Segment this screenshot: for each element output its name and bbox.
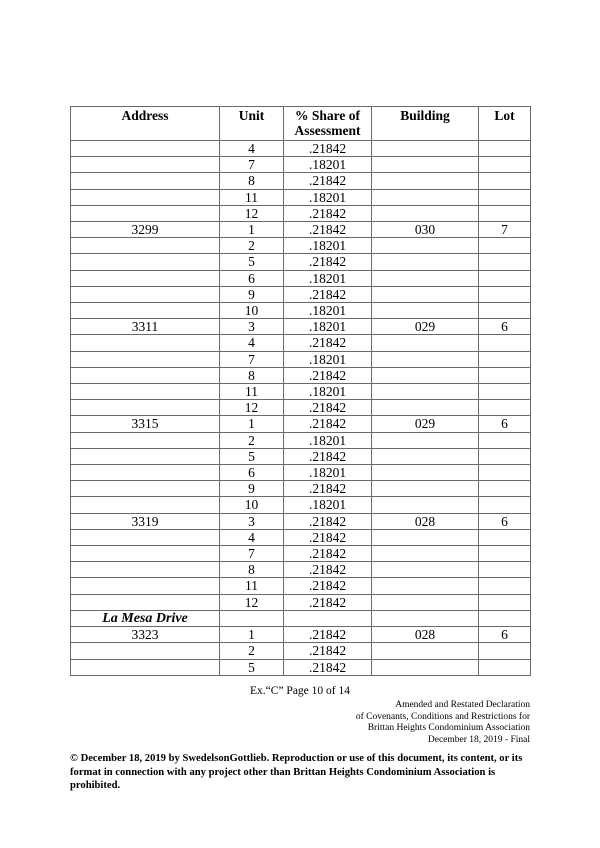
address-cell: 3323 xyxy=(71,627,220,643)
address-cell: 3315 xyxy=(71,416,220,432)
unit-cell: 9 xyxy=(220,286,284,302)
table-row xyxy=(71,416,531,432)
address-cell xyxy=(71,238,220,254)
share-cell: .18201 xyxy=(284,497,372,513)
share-cell: .21842 xyxy=(284,141,372,157)
unit-cell: 6 xyxy=(220,270,284,286)
lot-cell: 6 xyxy=(479,513,531,529)
address-cell xyxy=(71,432,220,448)
building-cell: 030 xyxy=(372,222,479,238)
lot-cell xyxy=(479,351,531,367)
table-body xyxy=(71,141,531,676)
building-cell xyxy=(372,157,479,173)
building-cell xyxy=(372,594,479,610)
building-cell xyxy=(372,270,479,286)
building-cell xyxy=(372,335,479,351)
lot-cell xyxy=(479,432,531,448)
table-row xyxy=(71,238,531,254)
address-cell xyxy=(71,546,220,562)
building-cell xyxy=(372,448,479,464)
share-cell: .21842 xyxy=(284,481,372,497)
table-row xyxy=(71,254,531,270)
building-cell: 028 xyxy=(372,627,479,643)
lot-cell xyxy=(479,659,531,675)
share-cell: .21842 xyxy=(284,335,372,351)
share-cell: .21842 xyxy=(284,627,372,643)
unit-cell: 2 xyxy=(220,643,284,659)
table-row xyxy=(71,465,531,481)
declaration-line: of Covenants, Conditions and Restrictions for xyxy=(355,711,530,722)
table-row xyxy=(71,546,531,562)
unit-cell: 4 xyxy=(220,529,284,545)
table-header-row xyxy=(71,107,531,141)
unit-cell: 11 xyxy=(220,384,284,400)
lot-cell xyxy=(479,384,531,400)
share-cell: .21842 xyxy=(284,546,372,562)
share-cell: .18201 xyxy=(284,270,372,286)
share-cell: .18201 xyxy=(284,432,372,448)
share-cell: .18201 xyxy=(284,238,372,254)
unit-cell: 7 xyxy=(220,546,284,562)
unit-cell: 5 xyxy=(220,254,284,270)
table-row xyxy=(71,222,531,238)
lot-cell: 6 xyxy=(479,627,531,643)
header-building: Building xyxy=(372,107,479,141)
building-cell xyxy=(372,465,479,481)
table-row xyxy=(71,529,531,545)
table-row xyxy=(71,270,531,286)
unit-cell: 11 xyxy=(220,578,284,594)
table-row xyxy=(71,578,531,594)
address-cell xyxy=(71,189,220,205)
building-cell xyxy=(372,351,479,367)
share-cell: .21842 xyxy=(284,578,372,594)
lot-cell xyxy=(479,367,531,383)
table-row xyxy=(71,562,531,578)
lot-cell xyxy=(479,189,531,205)
share-cell: .21842 xyxy=(284,594,372,610)
table-row xyxy=(71,448,531,464)
unit-cell: 3 xyxy=(220,513,284,529)
table-row xyxy=(71,400,531,416)
table-row xyxy=(71,594,531,610)
unit-cell: 9 xyxy=(220,481,284,497)
building-cell xyxy=(372,529,479,545)
lot-cell xyxy=(479,448,531,464)
lot-cell xyxy=(479,578,531,594)
table-row xyxy=(71,497,531,513)
building-cell xyxy=(372,643,479,659)
unit-cell: 8 xyxy=(220,562,284,578)
empty-cell xyxy=(284,610,372,626)
address-cell xyxy=(71,578,220,594)
table-row xyxy=(71,627,531,643)
share-cell: .21842 xyxy=(284,254,372,270)
lot-cell xyxy=(479,141,531,157)
address-cell xyxy=(71,481,220,497)
empty-cell xyxy=(479,610,531,626)
unit-cell: 10 xyxy=(220,303,284,319)
unit-cell: 1 xyxy=(220,416,284,432)
page-number: Ex.“C” Page 10 of 14 xyxy=(250,685,350,697)
table-row xyxy=(71,286,531,302)
lot-cell xyxy=(479,270,531,286)
share-cell: .18201 xyxy=(284,319,372,335)
building-cell xyxy=(372,173,479,189)
building-cell xyxy=(372,497,479,513)
unit-cell: 6 xyxy=(220,465,284,481)
address-cell xyxy=(71,384,220,400)
address-cell: 3299 xyxy=(71,222,220,238)
declaration-line: Brittan Heights Condominium Association xyxy=(367,723,530,734)
assessment-table xyxy=(70,106,531,676)
share-cell: .21842 xyxy=(284,659,372,675)
building-cell xyxy=(372,367,479,383)
address-cell xyxy=(71,594,220,610)
share-cell: .21842 xyxy=(284,448,372,464)
table-row xyxy=(71,367,531,383)
building-cell xyxy=(372,659,479,675)
lot-cell: 7 xyxy=(479,222,531,238)
declaration-line: Amended and Restated Declaration xyxy=(395,700,530,710)
address-cell xyxy=(71,497,220,513)
address-cell xyxy=(71,643,220,659)
table-row xyxy=(71,384,531,400)
share-cell: .21842 xyxy=(284,416,372,432)
copyright-notice: © December 18, 2019 by SwedelsonGottlieb. Reproduction or use of this document, its content, or its format in connection with any project other than Brittan Heights Condominium Association is prohibited. xyxy=(70,753,523,791)
address-cell: 3319 xyxy=(71,513,220,529)
share-cell: .21842 xyxy=(284,173,372,189)
header-address: Address xyxy=(71,107,220,141)
address-cell xyxy=(71,400,220,416)
lot-cell xyxy=(479,594,531,610)
address-cell xyxy=(71,529,220,545)
lot-cell: 6 xyxy=(479,416,531,432)
share-cell: .21842 xyxy=(284,205,372,221)
building-cell xyxy=(372,205,479,221)
unit-cell: 1 xyxy=(220,222,284,238)
table-row xyxy=(71,205,531,221)
address-cell xyxy=(71,465,220,481)
building-cell xyxy=(372,578,479,594)
header-share: % Share of Assessment xyxy=(284,107,372,141)
lot-cell xyxy=(479,400,531,416)
table-row xyxy=(71,335,531,351)
header-unit: Unit xyxy=(220,107,284,141)
address-cell xyxy=(71,335,220,351)
lot-cell: 6 xyxy=(479,319,531,335)
lot-cell xyxy=(479,529,531,545)
share-cell: .18201 xyxy=(284,384,372,400)
unit-cell: 12 xyxy=(220,400,284,416)
share-cell: .21842 xyxy=(284,513,372,529)
lot-cell xyxy=(479,173,531,189)
share-cell: .21842 xyxy=(284,222,372,238)
building-cell: 029 xyxy=(372,319,479,335)
address-cell xyxy=(71,659,220,675)
lot-cell xyxy=(479,497,531,513)
address-cell xyxy=(71,286,220,302)
lot-cell xyxy=(479,157,531,173)
table-row xyxy=(71,481,531,497)
unit-cell: 2 xyxy=(220,238,284,254)
building-cell xyxy=(372,286,479,302)
lot-cell xyxy=(479,562,531,578)
unit-cell: 12 xyxy=(220,594,284,610)
address-cell xyxy=(71,367,220,383)
lot-cell xyxy=(479,254,531,270)
lot-cell xyxy=(479,286,531,302)
building-cell xyxy=(372,238,479,254)
building-cell xyxy=(372,254,479,270)
table-row xyxy=(71,157,531,173)
section-heading: La Mesa Drive xyxy=(71,610,220,626)
unit-cell: 4 xyxy=(220,141,284,157)
table-row xyxy=(71,303,531,319)
address-cell xyxy=(71,351,220,367)
unit-cell: 8 xyxy=(220,367,284,383)
unit-cell: 5 xyxy=(220,448,284,464)
share-cell: .18201 xyxy=(284,351,372,367)
table-row xyxy=(71,643,531,659)
share-cell: .18201 xyxy=(284,303,372,319)
empty-cell xyxy=(220,610,284,626)
lot-cell xyxy=(479,303,531,319)
table-row xyxy=(71,173,531,189)
address-cell xyxy=(71,157,220,173)
building-cell xyxy=(372,562,479,578)
unit-cell: 1 xyxy=(220,627,284,643)
lot-cell xyxy=(479,465,531,481)
building-cell: 028 xyxy=(372,513,479,529)
address-cell xyxy=(71,141,220,157)
table-row xyxy=(71,432,531,448)
building-cell: 029 xyxy=(372,416,479,432)
address-cell xyxy=(71,205,220,221)
table-row xyxy=(71,610,531,626)
table-row xyxy=(71,319,531,335)
unit-cell: 2 xyxy=(220,432,284,448)
table-row xyxy=(71,513,531,529)
unit-cell: 12 xyxy=(220,205,284,221)
unit-cell: 7 xyxy=(220,351,284,367)
lot-cell xyxy=(479,205,531,221)
table-row xyxy=(71,141,531,157)
address-cell xyxy=(71,270,220,286)
share-cell: .21842 xyxy=(284,286,372,302)
building-cell xyxy=(372,432,479,448)
building-cell xyxy=(372,546,479,562)
building-cell xyxy=(372,481,479,497)
table-row xyxy=(71,659,531,675)
lot-cell xyxy=(479,238,531,254)
share-cell: .21842 xyxy=(284,643,372,659)
address-cell: 3311 xyxy=(71,319,220,335)
unit-cell: 10 xyxy=(220,497,284,513)
unit-cell: 4 xyxy=(220,335,284,351)
building-cell xyxy=(372,303,479,319)
address-cell xyxy=(71,173,220,189)
lot-cell xyxy=(479,643,531,659)
unit-cell: 7 xyxy=(220,157,284,173)
share-cell: .21842 xyxy=(284,400,372,416)
share-cell: .18201 xyxy=(284,157,372,173)
address-cell xyxy=(71,562,220,578)
address-cell xyxy=(71,303,220,319)
table-row xyxy=(71,351,531,367)
table-row xyxy=(71,189,531,205)
declaration-line: December 18, 2019 - Final xyxy=(427,734,530,745)
share-cell: .18201 xyxy=(284,465,372,481)
unit-cell: 8 xyxy=(220,173,284,189)
address-cell xyxy=(71,448,220,464)
address-cell xyxy=(71,254,220,270)
declaration-block xyxy=(356,700,530,746)
building-cell xyxy=(372,400,479,416)
unit-cell: 5 xyxy=(220,659,284,675)
lot-cell xyxy=(479,335,531,351)
lot-cell xyxy=(479,481,531,497)
building-cell xyxy=(372,141,479,157)
unit-cell: 11 xyxy=(220,189,284,205)
header-lot: Lot xyxy=(479,107,531,141)
share-cell: .18201 xyxy=(284,189,372,205)
share-cell: .21842 xyxy=(284,367,372,383)
share-cell: .21842 xyxy=(284,529,372,545)
lot-cell xyxy=(479,546,531,562)
building-cell xyxy=(372,384,479,400)
unit-cell: 3 xyxy=(220,319,284,335)
building-cell xyxy=(372,189,479,205)
empty-cell xyxy=(372,610,479,626)
share-cell: .21842 xyxy=(284,562,372,578)
